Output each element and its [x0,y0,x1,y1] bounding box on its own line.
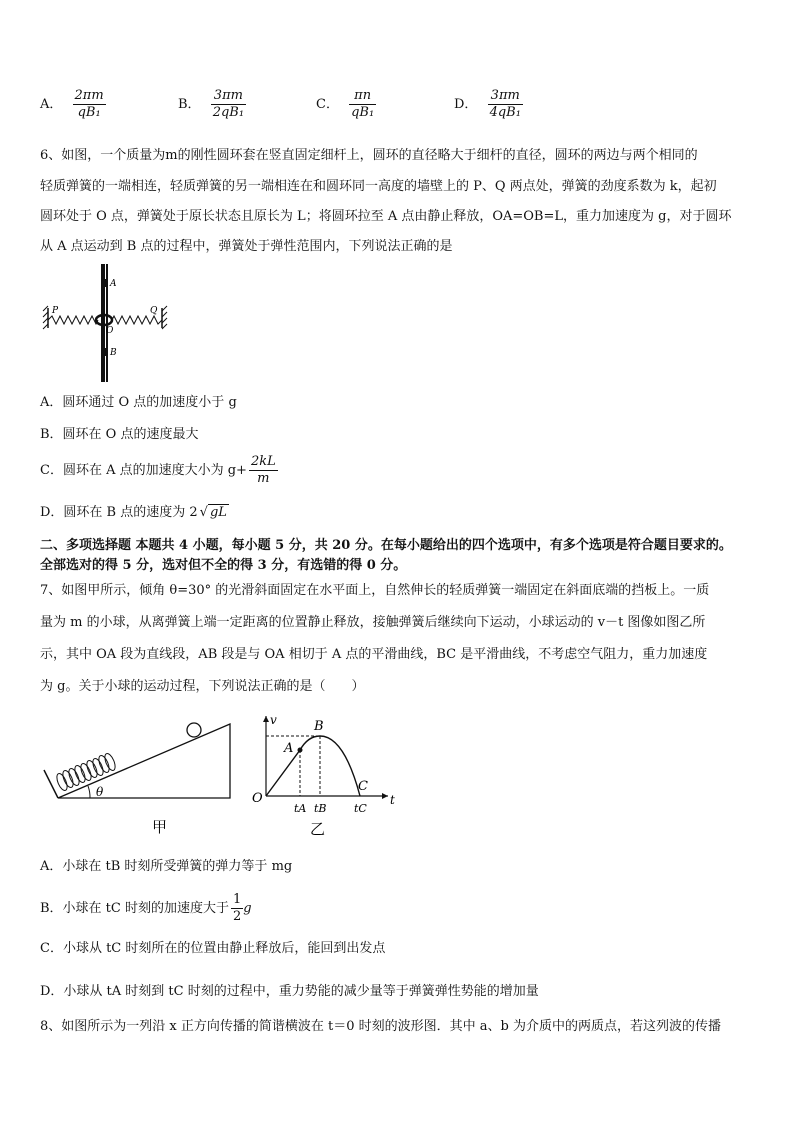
q5-d-num: 3πm [488,88,523,105]
q6-stem-line-3: 圆环处于 O 点，弹簧处于原长状态且原长为 L；将圆环拉至 A 点由静止释放，OA=OB=L，重力加速度为 g，对于圆环 [40,209,732,224]
q6-d-root: gL [209,505,227,520]
q6-stem-line-4: 从 A 点运动到 B 点的过程中，弹簧处于弹性范围内，下列说法正确的是 [40,239,453,254]
angle-arc [88,786,90,798]
label-b: B [110,348,117,358]
c-label: C [358,779,368,794]
q5-a-num: 2πm [74,88,104,103]
tb-label: tB [314,802,327,815]
q5-a-den: qB₁ [77,105,101,120]
q7-option-b[interactable]: B．小球在 tC 时刻的加速度大于 $\frac{1}{2}$ g [40,892,252,924]
label-q: Q [150,306,158,316]
point-b-mark [102,348,108,356]
q8-stem-line-1: 8、如图所示为一列沿 x 正方向传播的简谐横波在 t＝0 时刻的波形图．其中 a、b 为介质中的两质点，若这列波的传播 [40,1019,721,1034]
q6-c-den: m [257,471,270,486]
q6-stem-line-1: 6、如图，一个质量为m的刚性圆环套在竖直固定细杆上，圆环的直径略大于细杆的直径，圆环的两边与两个相同的 [40,148,698,163]
ta-label: tA [294,802,307,815]
q5-option-c[interactable]: C． $\frac{\pi n}{\text{qB₁}}$ [316,88,375,120]
t-label: t [390,793,395,807]
q6-c-num: 2kL [250,454,276,469]
q7-stem-line-3: 示，其中 OA 段为直线段，AB 段是与 OA 相切于 A 点的平滑曲线，BC 是平滑曲线，不考虑空气阻力，重力加速度 [40,647,708,662]
q5-c-den: qB₁ [351,105,375,120]
q5-b-den: 2qB₁ [212,105,245,120]
incline [58,724,230,798]
b-label: B [314,719,324,734]
q7-b-num: 1 [233,892,242,907]
q5-d-den: 4qB₁ [489,105,521,120]
left-spring [48,316,98,324]
q7-stem-line-1: 7、如图甲所示，倾角 θ=30° 的光滑斜面固定在水平面上，自然伸长的轻质弹簧一端固定在斜面底端的挡板上。一质 [40,583,710,598]
q6-option-d[interactable]: D．圆环在 B 点的速度为 2 √ gL [40,505,227,520]
q6-stem-line-2: 轻质弹簧的一端相连，轻质弹簧的另一端相连在和圆环同一高度的墙壁上的 P、Q 两点处，弹簧的劲度系数为 k，起初 [40,179,717,194]
q7-stem-line-4: 为 g。关于小球的运动过程，下列说法正确的是（ ） [40,679,365,694]
q5-option-a[interactable]: A． $\frac{2\pi m}{\text{qB₁}}$ [40,88,104,120]
q5-b-num: 3πm [211,88,246,105]
q7-option-c[interactable]: C．小球从 tC 时刻所在的位置由静止释放后，能回到出发点 [40,941,386,956]
baffle [44,770,58,798]
v-label: v [270,713,277,727]
q5-option-b[interactable]: B． $\frac{3\pi m}{\text{2qB₁}}$ [178,88,245,120]
tc-label: tC [354,802,367,815]
q5-c-num: πn [349,88,376,105]
q7-incline-figure [40,716,236,838]
label-o: O [106,326,114,336]
vt-curve [266,736,360,796]
label-p: P [52,306,59,316]
q5-option-d[interactable]: D． $\frac{3\pi m}{\text{4qB₁}}$ [454,88,521,120]
label-a: A [110,279,117,289]
section2-heading-line-2: 全部选对的得 5 分，选对但不全的得 3 分，有选错的得 0 分。 [40,558,407,573]
a-label: A [284,741,294,756]
point-a-mark [102,279,108,287]
q6-option-a[interactable]: A．圆环通过 O 点的加速度小于 g [40,395,237,410]
q6-ring-spring-figure [40,262,170,384]
q6-option-b[interactable]: B．圆环在 O 点的速度最大 [40,427,199,442]
q7-stem-line-2: 量为 m 的小球，从离弹簧上端一定距离的位置静止释放，接触弹簧后继续向下运动，小球运动的 v－t 图像如图乙所 [40,615,706,630]
q7-vt-graph [248,712,398,840]
q7-option-a[interactable]: A．小球在 tB 时刻所受弹簧的弹力等于 mg [40,859,293,874]
sqrt-sign: √ [199,505,208,520]
theta-label: θ [96,785,104,799]
q6-option-c[interactable]: C．圆环在 A 点的加速度大小为 g+ $\frac{2kL}{m}$ [40,454,276,486]
ball [187,723,201,737]
q7-option-d[interactable]: D．小球从 tA 时刻到 tC 时刻的过程中，重力势能的减少量等于弹簧弹性势能的增加量 [40,984,539,999]
caption-jia: 甲 [152,818,168,836]
right-spring [112,316,162,324]
section2-heading-line-1: 二、多项选择题 本题共 4 小题，每小题 5 分，共 20 分。在每小题给出的四个选项中，有多个选项是符合题目要求的。 [40,538,732,553]
q7-b-den: 2 [233,909,242,924]
o-label: O [252,791,263,806]
caption-yi: 乙 [310,820,326,838]
